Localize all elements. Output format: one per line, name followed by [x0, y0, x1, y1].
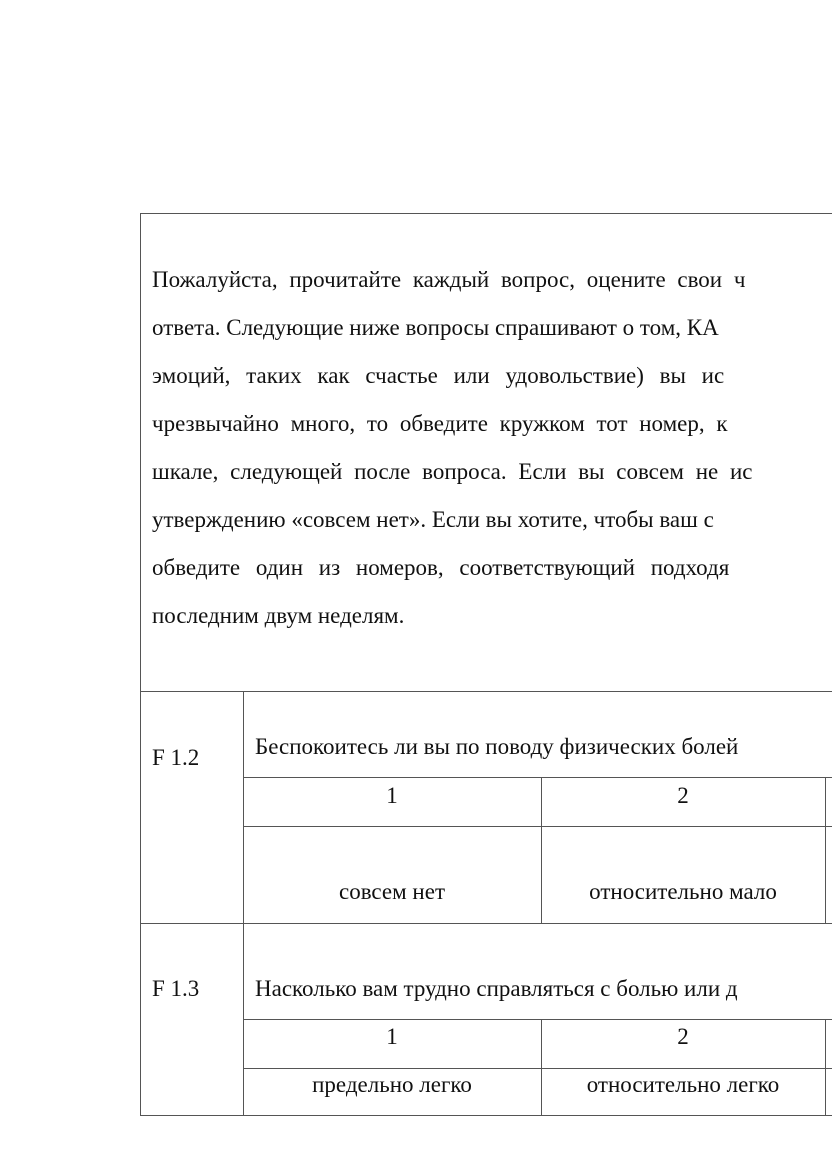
- scale-number[interactable]: 1: [386, 783, 398, 808]
- scale-number[interactable]: 2: [677, 783, 689, 808]
- instructions-line: чрезвычайно много, то обведите кружком тот номер, к: [152, 411, 728, 436]
- row-divider: [243, 1068, 832, 1069]
- questionnaire-table: [140, 213, 832, 1116]
- question-divider: [141, 923, 832, 924]
- question-text: Насколько вам трудно справляться с болью или д: [255, 976, 738, 1001]
- scale-label: относительно мало: [589, 879, 777, 904]
- question-code: F 1.3: [152, 976, 200, 1001]
- cell-divider: [825, 1019, 826, 1116]
- row-divider: [243, 777, 832, 778]
- instructions-line: шкале, следующей после вопроса. Если вы совсем не ис: [152, 459, 753, 484]
- row-divider: [243, 826, 832, 827]
- scale-number[interactable]: 2: [677, 1024, 689, 1049]
- scale-label: относительно легко: [586, 1072, 780, 1097]
- instructions-line: ответа. Следующие ниже вопросы спрашивают о том, КА: [152, 315, 719, 340]
- instructions-line: утверждению «совсем нет». Если вы хотите, чтобы ваш с: [152, 507, 714, 532]
- instructions-line: эмоций, таких как счастье или удовольствие) вы ис: [152, 363, 725, 388]
- question-text: Беспокоитесь ли вы по поводу физических болей: [255, 734, 739, 759]
- row-divider: [243, 1019, 832, 1020]
- instructions-line: последним двум неделям.: [152, 603, 405, 628]
- scale-label: предельно легко: [312, 1072, 472, 1097]
- cell-divider: [825, 777, 826, 923]
- question-code: F 1.2: [152, 745, 200, 770]
- instructions-line: обведите один из номеров, соответствующий подходя: [152, 555, 730, 580]
- scale-number[interactable]: 1: [386, 1024, 398, 1049]
- scale-label: совсем нет: [338, 879, 445, 904]
- instructions-line: Пожалуйста, прочитайте каждый вопрос, оцените свои ч: [152, 267, 746, 292]
- instructions-block: [141, 214, 832, 692]
